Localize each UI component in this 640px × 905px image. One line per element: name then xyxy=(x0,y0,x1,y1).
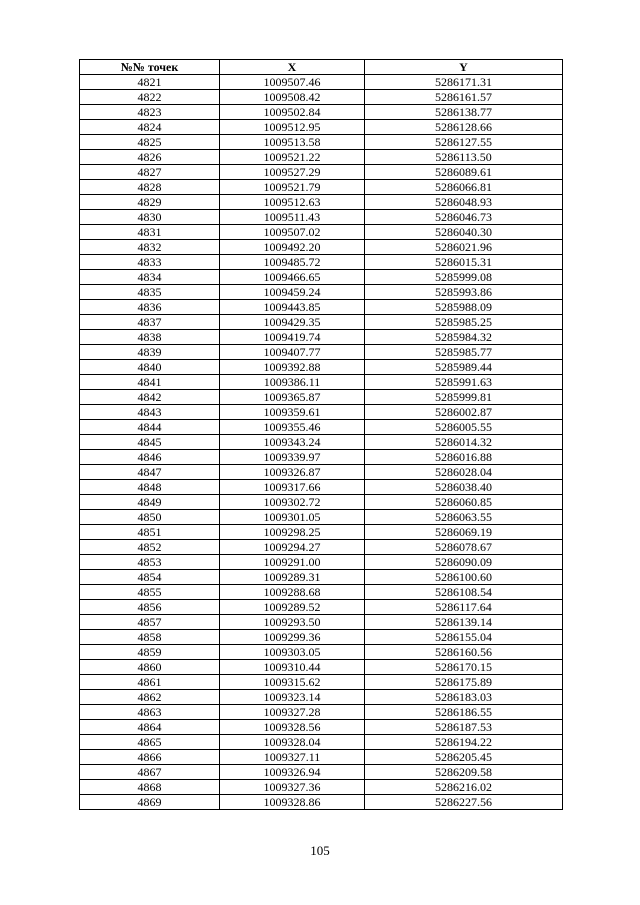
table-row xyxy=(80,390,563,405)
table-body xyxy=(80,75,563,810)
table-row xyxy=(80,210,563,225)
y-coordinate-cell: 5286155.04 xyxy=(365,630,563,645)
point-number-cell: 4846 xyxy=(80,450,220,465)
y-coordinate-cell: 5285989.44 xyxy=(365,360,563,375)
point-number-cell: 4839 xyxy=(80,345,220,360)
y-coordinate-cell: 5286060.85 xyxy=(365,495,563,510)
y-coordinate-cell: 5286108.54 xyxy=(365,585,563,600)
x-coordinate-cell: 1009339.97 xyxy=(220,450,365,465)
x-coordinate-cell: 1009343.24 xyxy=(220,435,365,450)
x-coordinate-cell: 1009419.74 xyxy=(220,330,365,345)
point-number-cell: 4857 xyxy=(80,615,220,630)
table-row xyxy=(80,75,563,90)
x-coordinate-cell: 1009502.84 xyxy=(220,105,365,120)
y-coordinate-cell: 5286040.30 xyxy=(365,225,563,240)
table-row xyxy=(80,705,563,720)
x-coordinate-cell: 1009328.86 xyxy=(220,795,365,810)
point-number-cell: 4852 xyxy=(80,540,220,555)
table-row xyxy=(80,165,563,180)
header-x: X xyxy=(220,60,365,75)
y-coordinate-cell: 5286113.50 xyxy=(365,150,563,165)
table-row xyxy=(80,660,563,675)
x-coordinate-cell: 1009301.05 xyxy=(220,510,365,525)
point-number-cell: 4836 xyxy=(80,300,220,315)
table-row xyxy=(80,285,563,300)
x-coordinate-cell: 1009299.36 xyxy=(220,630,365,645)
y-coordinate-cell: 5286117.64 xyxy=(365,600,563,615)
table-row xyxy=(80,540,563,555)
point-number-cell: 4844 xyxy=(80,420,220,435)
point-number-cell: 4829 xyxy=(80,195,220,210)
table-row xyxy=(80,330,563,345)
point-number-cell: 4843 xyxy=(80,405,220,420)
point-number-cell: 4821 xyxy=(80,75,220,90)
x-coordinate-cell: 1009328.56 xyxy=(220,720,365,735)
table-row xyxy=(80,450,563,465)
x-coordinate-cell: 1009359.61 xyxy=(220,405,365,420)
point-number-cell: 4865 xyxy=(80,735,220,750)
x-coordinate-cell: 1009355.46 xyxy=(220,420,365,435)
point-number-cell: 4842 xyxy=(80,390,220,405)
table-row xyxy=(80,300,563,315)
x-coordinate-cell: 1009508.42 xyxy=(220,90,365,105)
x-coordinate-cell: 1009298.25 xyxy=(220,525,365,540)
y-coordinate-cell: 5286183.03 xyxy=(365,690,563,705)
table-row xyxy=(80,795,563,810)
point-number-cell: 4869 xyxy=(80,795,220,810)
table-row xyxy=(80,645,563,660)
y-coordinate-cell: 5286209.58 xyxy=(365,765,563,780)
x-coordinate-cell: 1009288.68 xyxy=(220,585,365,600)
y-coordinate-cell: 5285988.09 xyxy=(365,300,563,315)
y-coordinate-cell: 5286016.88 xyxy=(365,450,563,465)
point-number-cell: 4841 xyxy=(80,375,220,390)
y-coordinate-cell: 5285993.86 xyxy=(365,285,563,300)
table-row xyxy=(80,105,563,120)
x-coordinate-cell: 1009492.20 xyxy=(220,240,365,255)
table-row xyxy=(80,750,563,765)
table-row xyxy=(80,180,563,195)
point-number-cell: 4824 xyxy=(80,120,220,135)
y-coordinate-cell: 5286171.31 xyxy=(365,75,563,90)
point-number-cell: 4855 xyxy=(80,585,220,600)
y-coordinate-cell: 5286090.09 xyxy=(365,555,563,570)
table-row xyxy=(80,195,563,210)
point-number-cell: 4831 xyxy=(80,225,220,240)
x-coordinate-cell: 1009507.46 xyxy=(220,75,365,90)
table-row xyxy=(80,255,563,270)
x-coordinate-cell: 1009303.05 xyxy=(220,645,365,660)
y-coordinate-cell: 5286170.15 xyxy=(365,660,563,675)
page-number: 105 xyxy=(310,843,330,858)
x-coordinate-cell: 1009512.63 xyxy=(220,195,365,210)
x-coordinate-cell: 1009511.43 xyxy=(220,210,365,225)
table-row xyxy=(80,270,563,285)
header-y: Y xyxy=(365,60,563,75)
table-row xyxy=(80,435,563,450)
y-coordinate-cell: 5286127.55 xyxy=(365,135,563,150)
table-row xyxy=(80,150,563,165)
point-number-cell: 4845 xyxy=(80,435,220,450)
y-coordinate-cell: 5286046.73 xyxy=(365,210,563,225)
point-number-cell: 4854 xyxy=(80,570,220,585)
table-row xyxy=(80,690,563,705)
x-coordinate-cell: 1009323.14 xyxy=(220,690,365,705)
table-row xyxy=(80,90,563,105)
point-number-cell: 4834 xyxy=(80,270,220,285)
x-coordinate-cell: 1009315.62 xyxy=(220,675,365,690)
point-number-cell: 4837 xyxy=(80,315,220,330)
y-coordinate-cell: 5286021.96 xyxy=(365,240,563,255)
point-number-cell: 4858 xyxy=(80,630,220,645)
point-number-cell: 4833 xyxy=(80,255,220,270)
x-coordinate-cell: 1009521.79 xyxy=(220,180,365,195)
y-coordinate-cell: 5285991.63 xyxy=(365,375,563,390)
x-coordinate-cell: 1009459.24 xyxy=(220,285,365,300)
x-coordinate-cell: 1009512.95 xyxy=(220,120,365,135)
coordinates-table xyxy=(79,59,563,810)
x-coordinate-cell: 1009310.44 xyxy=(220,660,365,675)
table-row xyxy=(80,600,563,615)
y-coordinate-cell: 5286138.77 xyxy=(365,105,563,120)
y-coordinate-cell: 5286002.87 xyxy=(365,405,563,420)
x-coordinate-cell: 1009302.72 xyxy=(220,495,365,510)
point-number-cell: 4864 xyxy=(80,720,220,735)
table-row xyxy=(80,375,563,390)
table-row xyxy=(80,345,563,360)
table-row xyxy=(80,405,563,420)
point-number-cell: 4848 xyxy=(80,480,220,495)
table-row xyxy=(80,120,563,135)
x-coordinate-cell: 1009326.87 xyxy=(220,465,365,480)
x-coordinate-cell: 1009317.66 xyxy=(220,480,365,495)
point-number-cell: 4826 xyxy=(80,150,220,165)
table-row xyxy=(80,525,563,540)
table-row xyxy=(80,480,563,495)
point-number-cell: 4850 xyxy=(80,510,220,525)
x-coordinate-cell: 1009429.35 xyxy=(220,315,365,330)
point-number-cell: 4840 xyxy=(80,360,220,375)
x-coordinate-cell: 1009527.29 xyxy=(220,165,365,180)
table-row xyxy=(80,315,563,330)
table-row xyxy=(80,225,563,240)
y-coordinate-cell: 5286128.66 xyxy=(365,120,563,135)
point-number-cell: 4867 xyxy=(80,765,220,780)
y-coordinate-cell: 5285985.25 xyxy=(365,315,563,330)
y-coordinate-cell: 5286015.31 xyxy=(365,255,563,270)
y-coordinate-cell: 5285999.81 xyxy=(365,390,563,405)
x-coordinate-cell: 1009327.11 xyxy=(220,750,365,765)
table-row xyxy=(80,240,563,255)
x-coordinate-cell: 1009386.11 xyxy=(220,375,365,390)
y-coordinate-cell: 5286069.19 xyxy=(365,525,563,540)
x-coordinate-cell: 1009392.88 xyxy=(220,360,365,375)
x-coordinate-cell: 1009521.22 xyxy=(220,150,365,165)
point-number-cell: 4830 xyxy=(80,210,220,225)
y-coordinate-cell: 5286205.45 xyxy=(365,750,563,765)
x-coordinate-cell: 1009407.77 xyxy=(220,345,365,360)
point-number-cell: 4823 xyxy=(80,105,220,120)
point-number-cell: 4832 xyxy=(80,240,220,255)
table-row xyxy=(80,615,563,630)
table-row xyxy=(80,570,563,585)
y-coordinate-cell: 5286227.56 xyxy=(365,795,563,810)
x-coordinate-cell: 1009327.28 xyxy=(220,705,365,720)
table-row xyxy=(80,495,563,510)
table-row xyxy=(80,585,563,600)
point-number-cell: 4847 xyxy=(80,465,220,480)
point-number-cell: 4860 xyxy=(80,660,220,675)
x-coordinate-cell: 1009326.94 xyxy=(220,765,365,780)
point-number-cell: 4863 xyxy=(80,705,220,720)
y-coordinate-cell: 5286194.22 xyxy=(365,735,563,750)
table-row xyxy=(80,420,563,435)
y-coordinate-cell: 5286014.32 xyxy=(365,435,563,450)
x-coordinate-cell: 1009289.52 xyxy=(220,600,365,615)
x-coordinate-cell: 1009365.87 xyxy=(220,390,365,405)
x-coordinate-cell: 1009291.00 xyxy=(220,555,365,570)
y-coordinate-cell: 5285985.77 xyxy=(365,345,563,360)
table-row xyxy=(80,765,563,780)
x-coordinate-cell: 1009294.27 xyxy=(220,540,365,555)
table-row xyxy=(80,675,563,690)
table-header-row xyxy=(80,60,563,75)
y-coordinate-cell: 5286063.55 xyxy=(365,510,563,525)
x-coordinate-cell: 1009466.65 xyxy=(220,270,365,285)
x-coordinate-cell: 1009443.85 xyxy=(220,300,365,315)
y-coordinate-cell: 5286186.55 xyxy=(365,705,563,720)
x-coordinate-cell: 1009289.31 xyxy=(220,570,365,585)
point-number-cell: 4853 xyxy=(80,555,220,570)
table-row xyxy=(80,360,563,375)
y-coordinate-cell: 5286139.14 xyxy=(365,615,563,630)
header-point-number: №№ точек xyxy=(80,60,220,75)
point-number-cell: 4838 xyxy=(80,330,220,345)
y-coordinate-cell: 5286175.89 xyxy=(365,675,563,690)
table-row xyxy=(80,510,563,525)
point-number-cell: 4868 xyxy=(80,780,220,795)
y-coordinate-cell: 5286005.55 xyxy=(365,420,563,435)
table-row xyxy=(80,780,563,795)
table-row xyxy=(80,720,563,735)
point-number-cell: 4828 xyxy=(80,180,220,195)
y-coordinate-cell: 5286089.61 xyxy=(365,165,563,180)
point-number-cell: 4835 xyxy=(80,285,220,300)
y-coordinate-cell: 5286161.57 xyxy=(365,90,563,105)
y-coordinate-cell: 5286160.56 xyxy=(365,645,563,660)
point-number-cell: 4861 xyxy=(80,675,220,690)
x-coordinate-cell: 1009513.58 xyxy=(220,135,365,150)
y-coordinate-cell: 5286066.81 xyxy=(365,180,563,195)
y-coordinate-cell: 5286216.02 xyxy=(365,780,563,795)
point-number-cell: 4862 xyxy=(80,690,220,705)
table-row xyxy=(80,555,563,570)
point-number-cell: 4849 xyxy=(80,495,220,510)
point-number-cell: 4856 xyxy=(80,600,220,615)
point-number-cell: 4822 xyxy=(80,90,220,105)
point-number-cell: 4825 xyxy=(80,135,220,150)
x-coordinate-cell: 1009293.50 xyxy=(220,615,365,630)
point-number-cell: 4827 xyxy=(80,165,220,180)
y-coordinate-cell: 5286048.93 xyxy=(365,195,563,210)
y-coordinate-cell: 5286078.67 xyxy=(365,540,563,555)
point-number-cell: 4866 xyxy=(80,750,220,765)
x-coordinate-cell: 1009327.36 xyxy=(220,780,365,795)
table-row xyxy=(80,735,563,750)
y-coordinate-cell: 5286187.53 xyxy=(365,720,563,735)
x-coordinate-cell: 1009485.72 xyxy=(220,255,365,270)
y-coordinate-cell: 5285984.32 xyxy=(365,330,563,345)
y-coordinate-cell: 5285999.08 xyxy=(365,270,563,285)
point-number-cell: 4859 xyxy=(80,645,220,660)
y-coordinate-cell: 5286038.40 xyxy=(365,480,563,495)
x-coordinate-cell: 1009328.04 xyxy=(220,735,365,750)
y-coordinate-cell: 5286028.04 xyxy=(365,465,563,480)
table-row xyxy=(80,465,563,480)
table-row xyxy=(80,630,563,645)
y-coordinate-cell: 5286100.60 xyxy=(365,570,563,585)
point-number-cell: 4851 xyxy=(80,525,220,540)
x-coordinate-cell: 1009507.02 xyxy=(220,225,365,240)
table-row xyxy=(80,135,563,150)
